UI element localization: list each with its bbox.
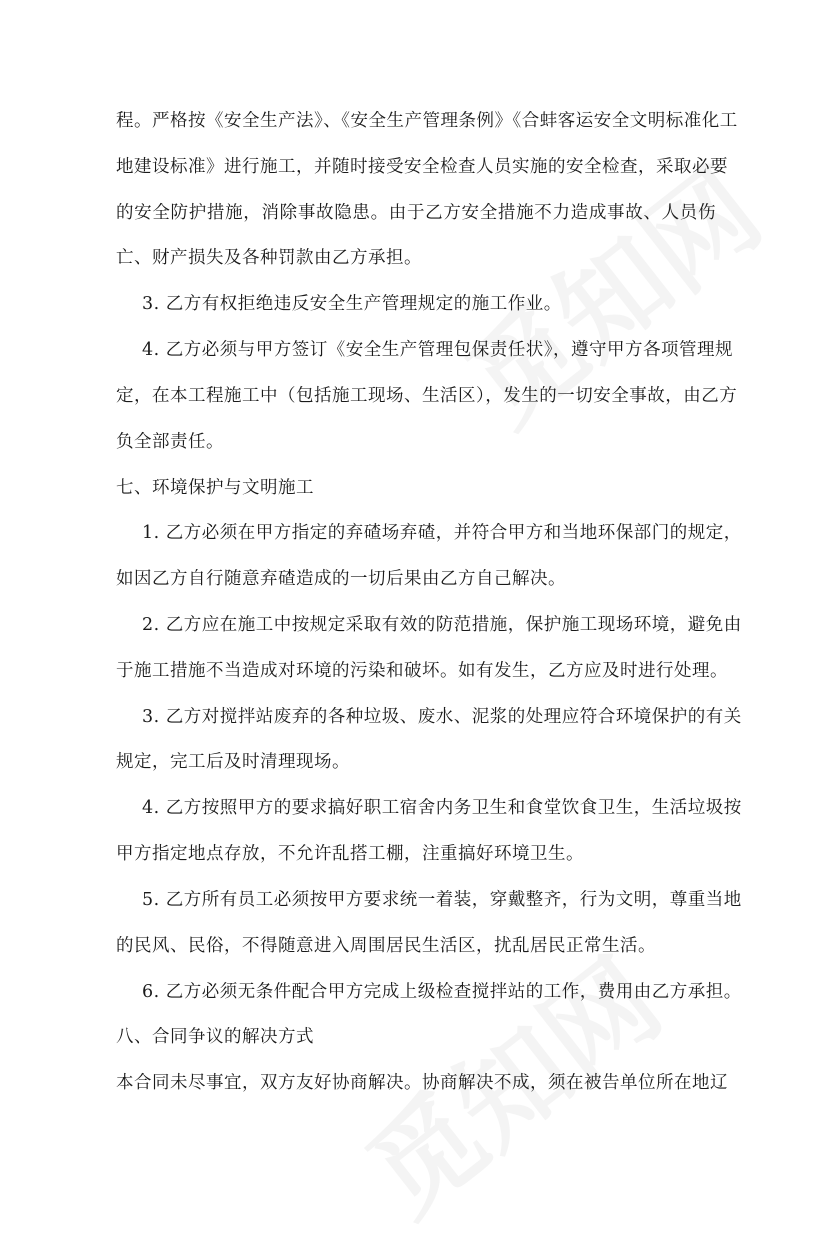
text-line-19: 的民风、民俗，不得随意进入周围居民生活区，扰乱居民正常生活。: [116, 935, 656, 956]
text-line-3: 的安全防护措施，消除事故隐患。由于乙方安全措施不力造成事故、人员伤: [116, 202, 716, 223]
text-line-10: 1. 乙方必须在甲方指定的弃碴场弃碴，并符合甲方和当地环保部门的规定，: [142, 523, 742, 544]
text-line-6: 4. 乙方必须与甲方签订《安全生产管理包保责任状》，遵守甲方各项管理规: [142, 340, 734, 361]
text-line-7: 定，在本工程施工中（包括施工现场、生活区），发生的一切安全事故，由乙方: [116, 385, 738, 406]
text-line-15: 规定，完工后及时清理现场。: [116, 752, 350, 773]
section-heading-8: 八、合同争议的解决方式: [116, 1027, 314, 1048]
text-line-11: 如因乙方自行随意弃碴造成的一切后果由乙方自己解决。: [116, 569, 566, 590]
text-line-18: 5. 乙方所有员工必须按甲方要求统一着装，穿戴整齐，行为文明，尊重当地: [142, 889, 742, 910]
text-line-8: 负全部责任。: [116, 431, 224, 452]
text-line-22: 本合同未尽事宜，双方友好协商解决。协商解决不成，须在被告单位所在地辽: [116, 1073, 728, 1094]
text-line-17: 甲方指定地点存放，不允许乱搭工棚，注重搞好环境卫生。: [116, 844, 584, 865]
text-line-20: 6. 乙方必须无条件配合甲方完成上级检查搅拌站的工作，费用由乙方承担。: [142, 981, 742, 1002]
text-line-2: 地建设标准》进行施工，并随时接受安全检查人员实施的安全检查，采取必要: [116, 156, 728, 177]
text-line-4: 亡、财产损失及各种罚款由乙方承担。: [116, 248, 422, 269]
text-line-16: 4. 乙方按照甲方的要求搞好职工宿舍内务卫生和食堂饮食卫生，生活垃圾按: [142, 798, 742, 819]
text-line-12: 2. 乙方应在施工中按规定采取有效的防范措施，保护施工现场环境，避免由: [142, 615, 742, 636]
text-line-14: 3. 乙方对搅拌站废弃的各种垃圾、废水、泥浆的处理应符合环境保护的有关: [142, 706, 742, 727]
text-line-5: 3. 乙方有权拒绝违反安全生产管理规定的施工作业。: [142, 294, 562, 315]
text-line-1: 程。严格按《安全生产法》、《安全生产管理条例》《合蚌客运安全文明标准化工: [116, 111, 738, 131]
section-heading-7: 七、环境保护与文明施工: [116, 477, 314, 498]
text-line-13: 于施工措施不当造成对环境的污染和破坏。如有发生，乙方应及时进行处理。: [116, 660, 728, 681]
